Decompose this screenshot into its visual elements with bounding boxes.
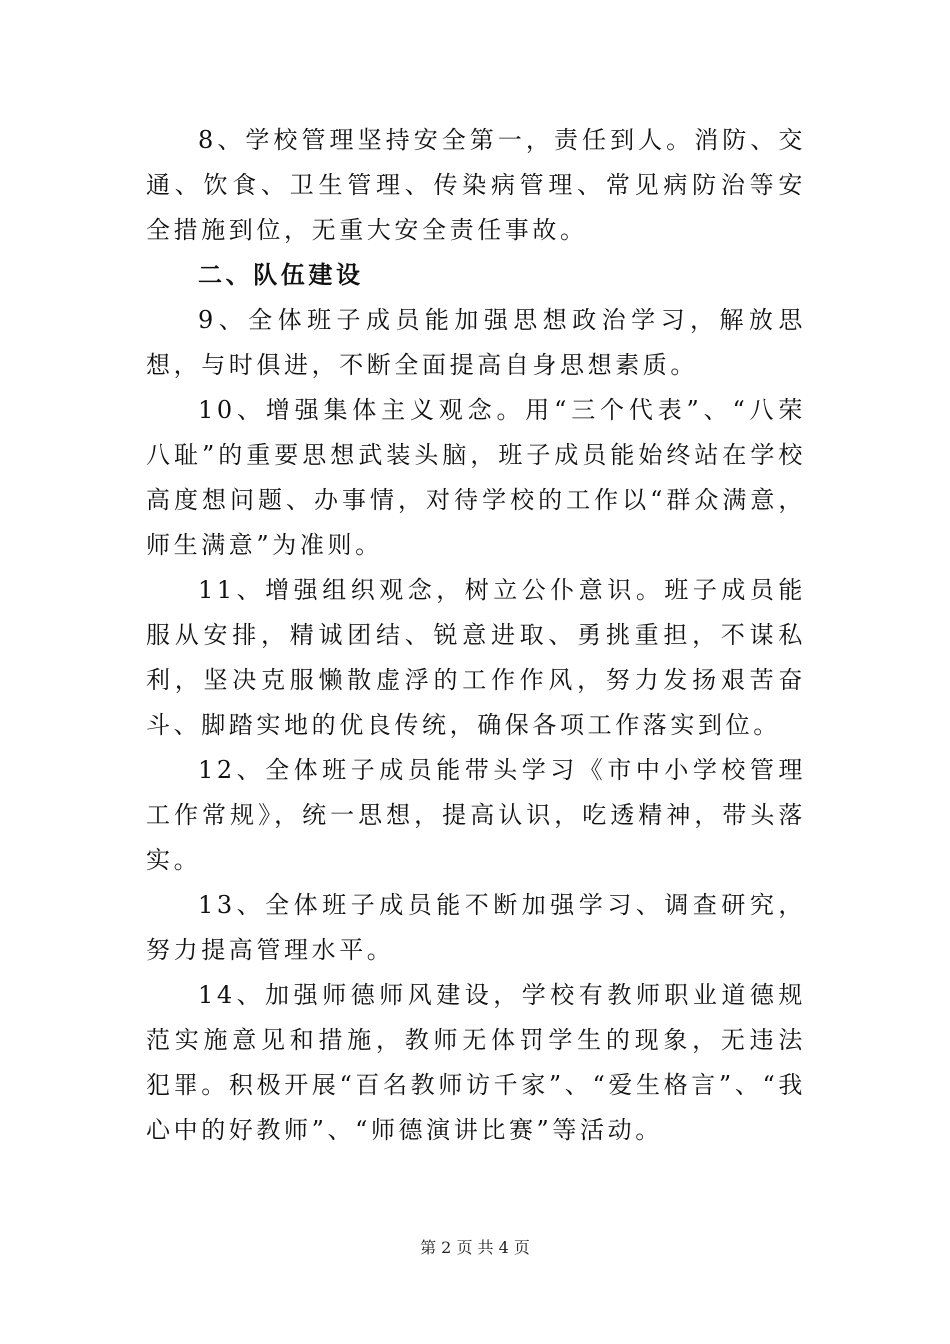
paragraph-item-9: 9、全体班子成员能加强思想政治学习，解放思想，与时俱进，不断全面提高自身思想素质。: [146, 306, 806, 379]
paragraph-item-13: 13、全体班子成员能不断加强学习、调查研究，努力提高管理水平。: [146, 891, 806, 964]
section-heading-team-building: 二、队伍建设: [198, 261, 364, 289]
paragraph-item-12: 12、全体班子成员能带头学习《市中小学校管理工作常规》，统一思想，提高认识，吃透精神，带头落实。: [146, 756, 806, 874]
paragraph-item-14: 14、加强师德师风建设，学校有教师职业道德规范实施意见和措施，教师无体罚学生的现象，无违法犯罪。积极开展“百名教师访千家”、“爱生格言”、“我心中的好教师”、“师德演讲比赛”等活动。: [146, 981, 806, 1144]
paragraph-item-8: 8、学校管理坚持安全第一，责任到人。消防、交通、饮食、卫生管理、传染病管理、常见病防治等安全措施到位，无重大安全责任事故。: [146, 126, 806, 244]
paragraph-item-11: 11、增强组织观念，树立公仆意识。班子成员能服从安排，精诚团结、锐意进取、勇挑重担，不谋私利，坚决克服懒散虚浮的工作作风，努力发扬艰苦奋斗、脚踏实地的优良传统，确保各项工作落实到位。: [146, 576, 806, 739]
document-body: [146, 118, 806, 1153]
page-number-footer: 第 2 页 共 4 页: [420, 1238, 530, 1257]
paragraph-item-10: 10、增强集体主义观念。用“三个代表”、“八荣八耻”的重要思想武装头脑，班子成员能始终站在学校高度想问题、办事情，对待学校的工作以“群众满意，师生满意”为准则。: [146, 396, 806, 559]
